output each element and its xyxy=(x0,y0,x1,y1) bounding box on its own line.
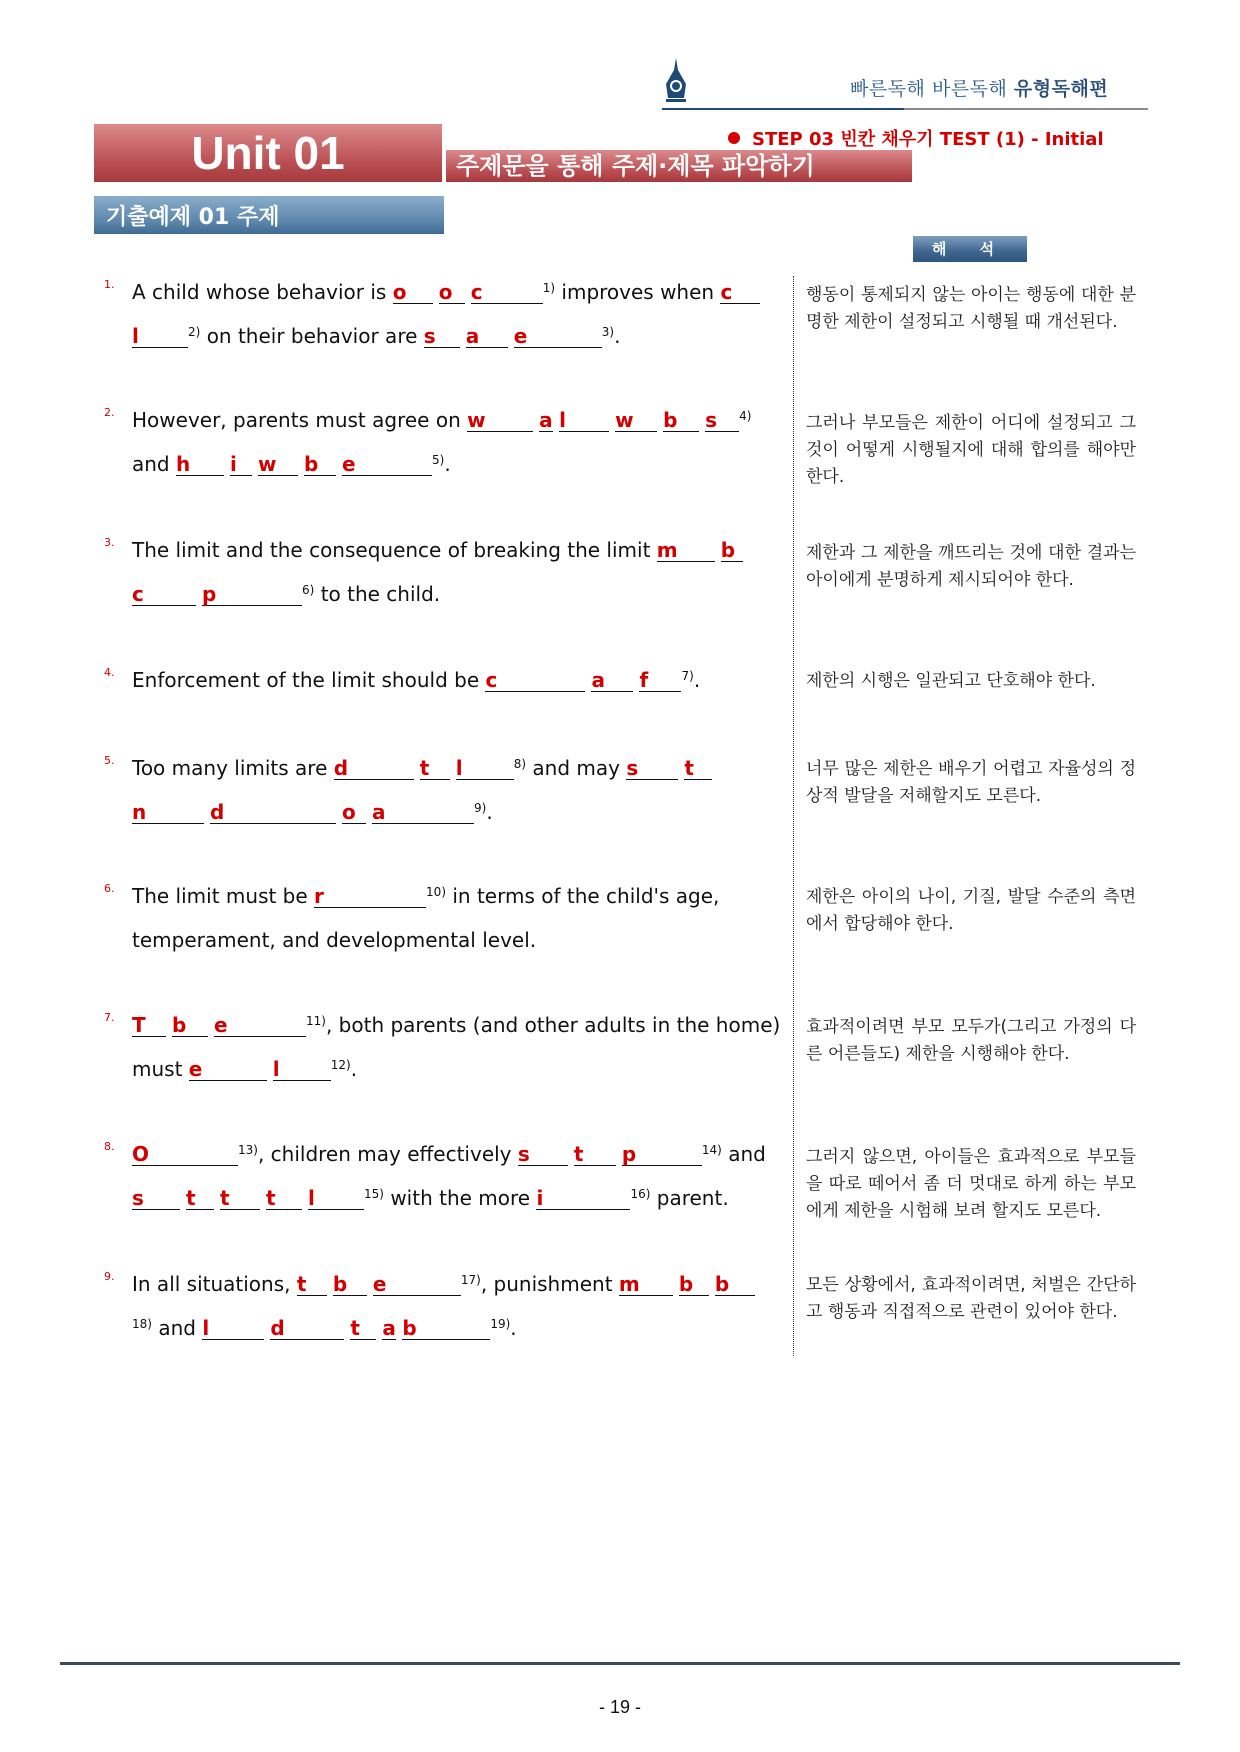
blank[interactable]: e xyxy=(514,325,602,348)
translation-3: 제한과 그 제한을 깨뜨리는 것에 대한 결과는 아이에게 분명하게 제시되어야 한다. xyxy=(806,543,1136,590)
blank[interactable]: s xyxy=(132,1187,180,1210)
blank[interactable]: w xyxy=(615,409,657,432)
question-number: 2. xyxy=(104,406,115,419)
blank[interactable]: d xyxy=(210,801,336,824)
blank[interactable]: e xyxy=(189,1058,267,1081)
unit-topic: 주제문을 통해 주제·제목 파악하기 xyxy=(446,150,912,182)
question-number: 1. xyxy=(104,278,115,291)
bullet-dot-icon xyxy=(728,132,740,144)
blank[interactable]: c xyxy=(132,583,196,606)
blank[interactable]: a xyxy=(466,325,508,348)
blank[interactable]: b xyxy=(715,1273,755,1296)
question-2: 2. However, parents must agree on w a l w b s $^{4)}$ and h i w b e $^{5)}$. xyxy=(104,398,784,486)
blank[interactable]: b xyxy=(663,409,699,432)
blank[interactable]: t xyxy=(266,1187,302,1210)
question-number: 3. xyxy=(104,536,115,549)
question-number: 6. xyxy=(104,882,115,895)
question-3: 3. The limit and the consequence of breaking the limit m b c p $^{6)}$ to the child. xyxy=(104,528,784,616)
blank[interactable]: i xyxy=(230,453,252,476)
blank[interactable]: d xyxy=(270,1317,344,1340)
blank[interactable]: p xyxy=(202,583,302,606)
question-number: 8. xyxy=(104,1140,115,1153)
blank[interactable]: b xyxy=(172,1014,208,1037)
blank[interactable]: a xyxy=(372,801,474,824)
translation-6: 제한은 아이의 나이, 기질, 발달 수준의 측면에서 합당해야 한다. xyxy=(806,887,1136,934)
blank[interactable]: t xyxy=(297,1273,327,1296)
blank[interactable]: h xyxy=(176,453,224,476)
question-number: 4. xyxy=(104,666,115,679)
blank[interactable]: m xyxy=(657,539,715,562)
blank[interactable]: l xyxy=(132,325,188,348)
blank[interactable]: l xyxy=(456,757,514,780)
blank[interactable]: p xyxy=(622,1143,702,1166)
translation-2: 그러나 부모들은 제한이 어디에 설정되고 그것이 어떻게 시행될지에 대해 합의를 해야만 한다. xyxy=(806,413,1136,487)
blank[interactable]: s xyxy=(705,409,739,432)
blank[interactable]: l xyxy=(273,1058,331,1081)
blank[interactable]: O xyxy=(132,1143,238,1166)
blank[interactable]: c xyxy=(485,669,585,692)
blank[interactable]: o xyxy=(393,281,433,304)
blank[interactable]: w xyxy=(258,453,298,476)
blank[interactable]: t xyxy=(420,757,450,780)
blank[interactable]: t xyxy=(186,1187,214,1210)
blank[interactable]: t xyxy=(220,1187,260,1210)
blank[interactable]: l xyxy=(559,409,609,432)
blank[interactable]: t xyxy=(574,1143,616,1166)
blank[interactable]: t xyxy=(684,757,712,780)
blank[interactable]: l xyxy=(202,1317,264,1340)
question-9: 9. In all situations, t b e $^{17)}$, punishment m b b $^{18)}$ and l d t a b $^{19)}$. xyxy=(104,1262,784,1350)
header-rule-gray xyxy=(904,108,1148,110)
translation-8: 그러지 않으면, 아이들은 효과적으로 부모들을 따로 떼어서 좀 더 멋대로 하게 하는 부모에게 제한을 시험해 보려 할지도 모른다. xyxy=(806,1147,1136,1221)
blank[interactable]: b xyxy=(304,453,336,476)
step-label: STEP 03 빈칸 채우기 TEST (1) - Initial xyxy=(728,125,1104,151)
blank[interactable]: t xyxy=(350,1317,376,1340)
blank[interactable]: b xyxy=(679,1273,709,1296)
blank[interactable]: c xyxy=(471,281,543,304)
blank[interactable]: f xyxy=(639,669,681,692)
question-number: 5. xyxy=(104,754,115,767)
translation-7: 효과적이려면 부모 모두가(그리고 가정의 다른 어른들도) 제한을 시행해야 한다. xyxy=(806,1017,1136,1064)
question-6: 6. The limit must be r $^{10)}$ in terms of the child's age, temperament, and developmental level. xyxy=(104,874,784,962)
blank[interactable]: n xyxy=(132,801,204,824)
interpretation-label: 해 석 xyxy=(913,236,1027,262)
question-8: 8. O $^{13)}$, children may effectively s t p $^{14)}$ and s t t t l $^{15)}$ with the more i $^{16)}$ parent. xyxy=(104,1132,784,1220)
translation-1: 행동이 통제되지 않는 아이는 행동에 대한 분명한 제한이 설정되고 시행될 때 개선된다. xyxy=(806,285,1136,332)
question-7: 7. T b e $^{11)}$, both parents (and other adults in the home) must e l $^{12)}$. xyxy=(104,1003,784,1091)
blank[interactable]: l xyxy=(308,1187,364,1210)
blank[interactable]: T xyxy=(132,1014,166,1037)
blank[interactable]: b xyxy=(721,539,743,562)
blank[interactable]: o xyxy=(342,801,366,824)
blank[interactable]: a xyxy=(382,1316,396,1340)
blank[interactable]: m xyxy=(619,1273,673,1296)
blank[interactable]: s xyxy=(626,757,678,780)
header-rule xyxy=(662,108,904,110)
blank[interactable]: o xyxy=(439,281,465,304)
translation-9: 모든 상황에서, 효과적이려면, 처벌은 간단하고 행동과 직접적으로 관련이 있어야 한다. xyxy=(806,1275,1136,1322)
question-1: 1. A child whose behavior is o o c $^{1)}$ improves when c l $^{2)}$ on their behavior are s a e $^{3)}$. xyxy=(104,270,784,358)
blank[interactable]: s xyxy=(518,1143,568,1166)
blank[interactable]: s xyxy=(424,325,460,348)
blank[interactable]: r xyxy=(314,885,426,908)
unit-label: Unit 01 xyxy=(94,124,442,182)
page-number: - 19 - xyxy=(598,1697,641,1717)
blank[interactable]: e xyxy=(373,1273,461,1296)
blank[interactable]: b xyxy=(333,1273,367,1296)
column-divider xyxy=(793,276,794,1356)
blank[interactable]: a xyxy=(591,669,633,692)
translation-4: 제한의 시행은 일관되고 단호해야 한다. xyxy=(806,671,1096,691)
blank[interactable]: a xyxy=(539,408,553,432)
blank[interactable]: d xyxy=(334,757,414,780)
question-5: 5. Too many limits are d t l $^{8)}$ and may s t n d o a $^{9)}$. xyxy=(104,746,784,834)
blank[interactable]: e xyxy=(214,1014,306,1037)
question-number: 9. xyxy=(104,1270,115,1283)
section-title: 기출예제 01 주제 xyxy=(94,196,444,234)
question-4: 4. Enforcement of the limit should be c a f $^{7)}$. xyxy=(104,658,784,702)
blank[interactable]: i xyxy=(536,1187,630,1210)
series-title: 빠른독해 바른독해 유형독해편 xyxy=(850,78,1109,100)
blank[interactable]: c xyxy=(720,281,760,304)
fountain-pen-globe-icon xyxy=(662,58,690,106)
blank[interactable]: e xyxy=(342,453,432,476)
translation-5: 너무 많은 제한은 배우기 어렵고 자율성의 정상적 발달을 저해할지도 모른다. xyxy=(806,759,1136,806)
blank[interactable]: w xyxy=(467,409,533,432)
footer-rule xyxy=(60,1662,1180,1665)
question-number: 7. xyxy=(104,1011,115,1024)
blank[interactable]: b xyxy=(402,1317,490,1340)
